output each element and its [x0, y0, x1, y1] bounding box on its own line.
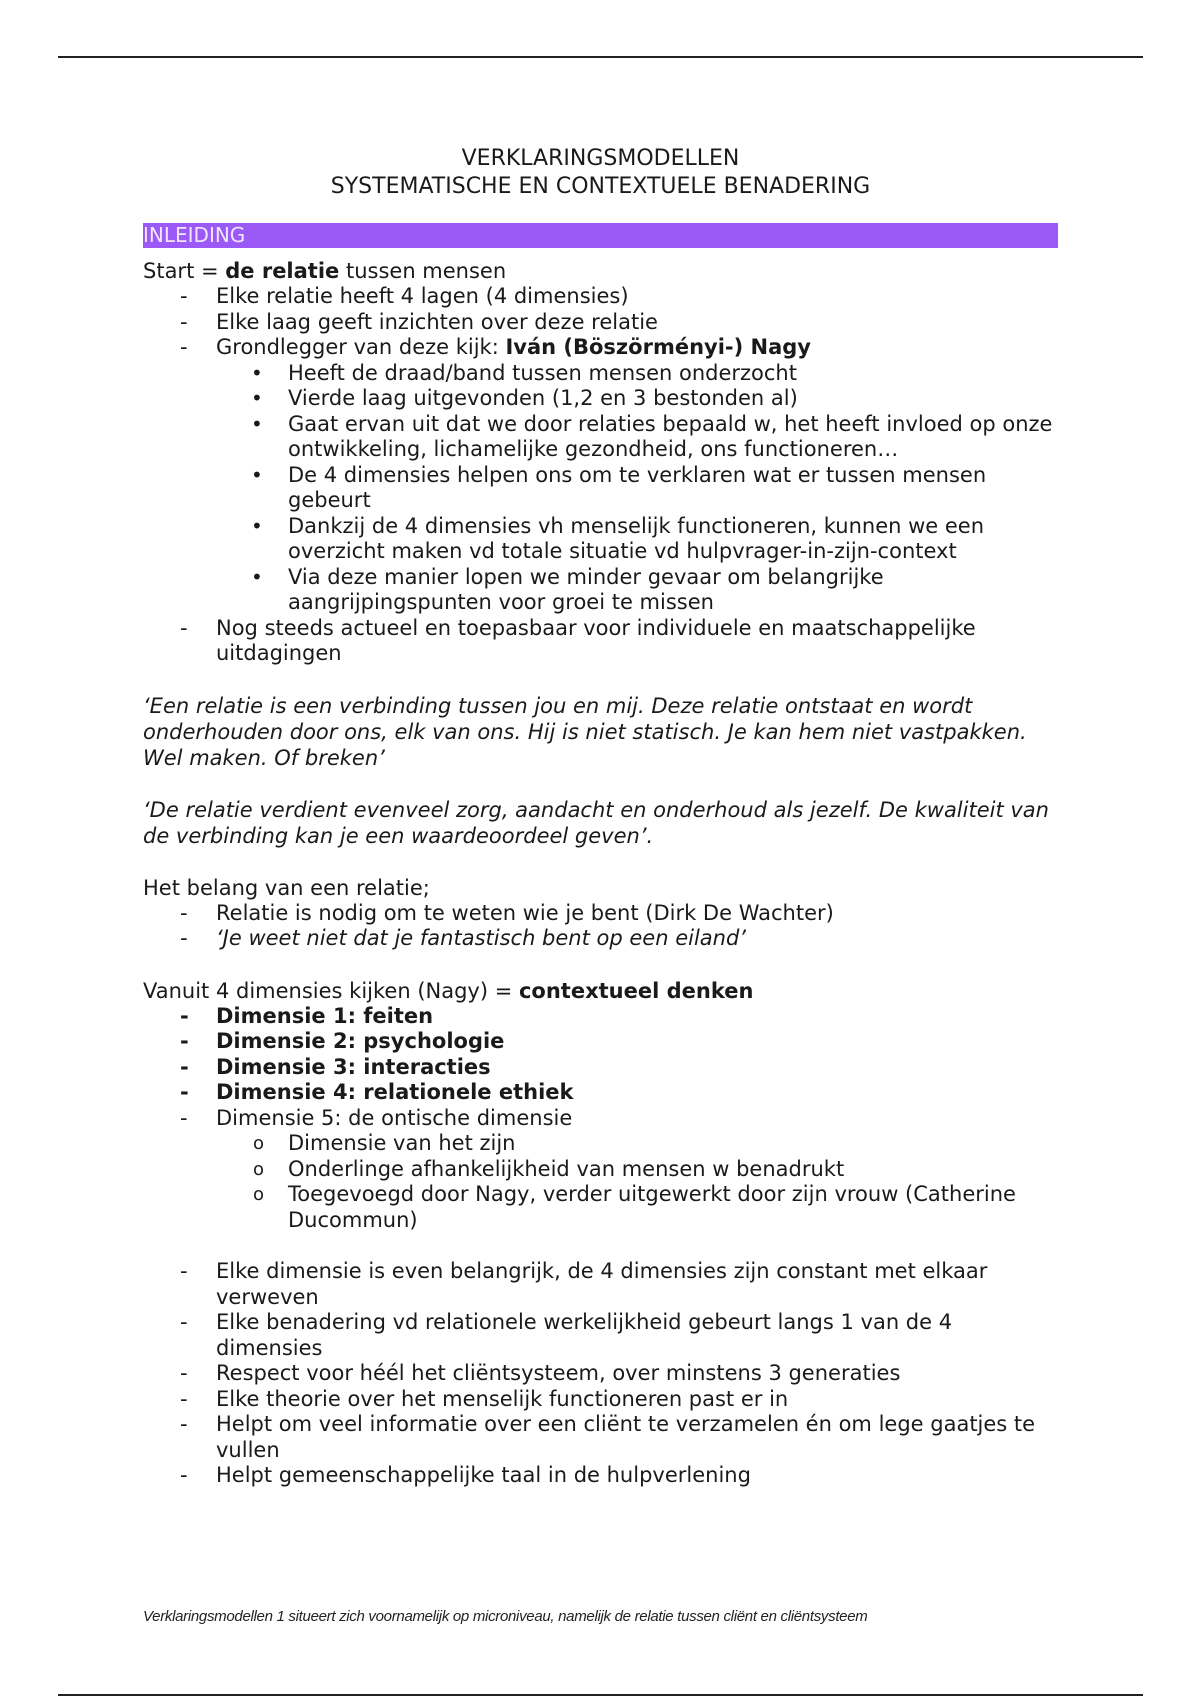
- dimensies-heading: [143, 978, 1058, 1004]
- dimensies-list: [143, 1004, 1058, 1234]
- bullet-item: • Vierde laag uitgevonden (1,2 en 3 bestonden al): [143, 386, 1058, 412]
- list-item: - Dimensie 2: psychologie: [143, 1029, 1058, 1055]
- title-line-2: SYSTEMATISCHE EN CONTEXTUELE BENADERING: [330, 174, 871, 199]
- top-rule: [58, 56, 1143, 58]
- list-item: [143, 335, 1058, 361]
- list-item: - Helpt om veel informatie over een cliënt te verzamelen én om lege gaatjes te vullen: [143, 1412, 1058, 1463]
- bottom-rule: [58, 1694, 1143, 1696]
- title-line-1: VERKLARINGSMODELLEN: [461, 146, 740, 171]
- dimensies-heading-prefix: Vanuit 4 dimensies kijken (Nagy) =: [143, 978, 519, 1003]
- list-item: - ‘Je weet niet dat je fantastisch bent op een eiland’: [143, 926, 1058, 952]
- start-suffix: tussen mensen: [339, 259, 507, 283]
- bullet-item: • Gaat ervan uit dat we door relaties bepaald w, het heeft invloed op onze ontwikkeling, lichamelijke gezondheid, ons functioneren…: [143, 412, 1058, 463]
- sub-item: o Toegevoegd door Nagy, verder uitgewerkt door zijn vrouw (Catherine Ducommun): [143, 1182, 1058, 1233]
- list-item: - Relatie is nodig om te weten wie je bent (Dirk De Wachter): [143, 901, 1058, 927]
- closing-list: [143, 1259, 1058, 1489]
- start-bold: de relatie: [225, 259, 340, 283]
- founder-name: Iván (Böszörményi-) Nagy: [505, 335, 811, 359]
- list-item: - Respect voor héél het cliëntsysteem, over minstens 3 generaties: [143, 1361, 1058, 1387]
- list-item: - Elke laag geeft inzichten over deze relatie: [143, 310, 1058, 336]
- list-item: - Dimensie 4: relationele ethiek: [143, 1080, 1058, 1106]
- belang-list: [143, 901, 1058, 952]
- document-body: [143, 145, 1058, 1489]
- bullet-item: • Via deze manier lopen we minder gevaar om belangrijke aangrijpingspunten voor groei te missen: [143, 565, 1058, 616]
- start-prefix: Start =: [143, 259, 226, 283]
- bullet-item: • Dankzij de 4 dimensies vh menselijk functioneren, kunnen we een overzicht maken vd totale situatie vd hulpvrager-in-zijn-context: [143, 514, 1058, 565]
- bullet-item: • Heeft de draad/band tussen mensen onderzocht: [143, 361, 1058, 387]
- list-item: - Elke benadering vd relationele werkelijkheid gebeurt langs 1 van de 4 dimensies: [143, 1310, 1058, 1361]
- page-footer: Verklaringsmodellen 1 situeert zich voornamelijk op microniveau, namelijk de relatie tussen cliënt en cliëntsysteem: [143, 1608, 868, 1625]
- section-heading-bar: [143, 223, 1058, 248]
- belang-heading: Het belang van een relatie;: [143, 875, 430, 900]
- sub-item: o Onderlinge afhankelijkheid van mensen w benadrukt: [143, 1157, 1058, 1183]
- list-item: - Dimensie 1: feiten: [143, 1004, 1058, 1030]
- list-item: - Elke theorie over het menselijk functioneren past er in: [143, 1387, 1058, 1413]
- list-item: - Dimensie 3: interacties: [143, 1055, 1058, 1081]
- founder-prefix: Grondlegger van deze kijk:: [216, 335, 506, 359]
- quote-1: ‘Een relatie is een verbinding tussen jou en mij. Deze relatie ontstaat en wordt onderhouden door ons, elk van ons. Hij is niet statisch. Je kan hem niet vastpakken. Wel maken. Of breken’: [143, 693, 1027, 770]
- quote-2: ‘De relatie verdient evenveel zorg, aandacht en onderhoud als jezelf. De kwaliteit van de verbinding kan je een waardeoordeel geven’.: [143, 797, 1049, 848]
- list-item: - Nog steeds actueel en toepasbaar voor individuele en maatschappelijke uitdagingen: [143, 616, 1058, 667]
- start-line: [143, 258, 1058, 284]
- dimensies-heading-bold: contextueel denken: [518, 978, 754, 1003]
- bullet-item: • De 4 dimensies helpen ons om te verklaren wat er tussen mensen gebeurt: [143, 463, 1058, 514]
- intro-list: [143, 284, 1058, 667]
- list-item: - Dimensie 5: de ontische dimensie: [143, 1106, 1058, 1132]
- list-item: - Elke relatie heeft 4 lagen (4 dimensies): [143, 284, 1058, 310]
- document-title: [143, 145, 1058, 201]
- section-heading: INLEIDING: [143, 223, 246, 247]
- list-item: - Helpt gemeenschappelijke taal in de hulpverlening: [143, 1463, 1058, 1489]
- list-item: - Elke dimensie is even belangrijk, de 4 dimensies zijn constant met elkaar verweven: [143, 1259, 1058, 1310]
- sub-item: o Dimensie van het zijn: [143, 1131, 1058, 1157]
